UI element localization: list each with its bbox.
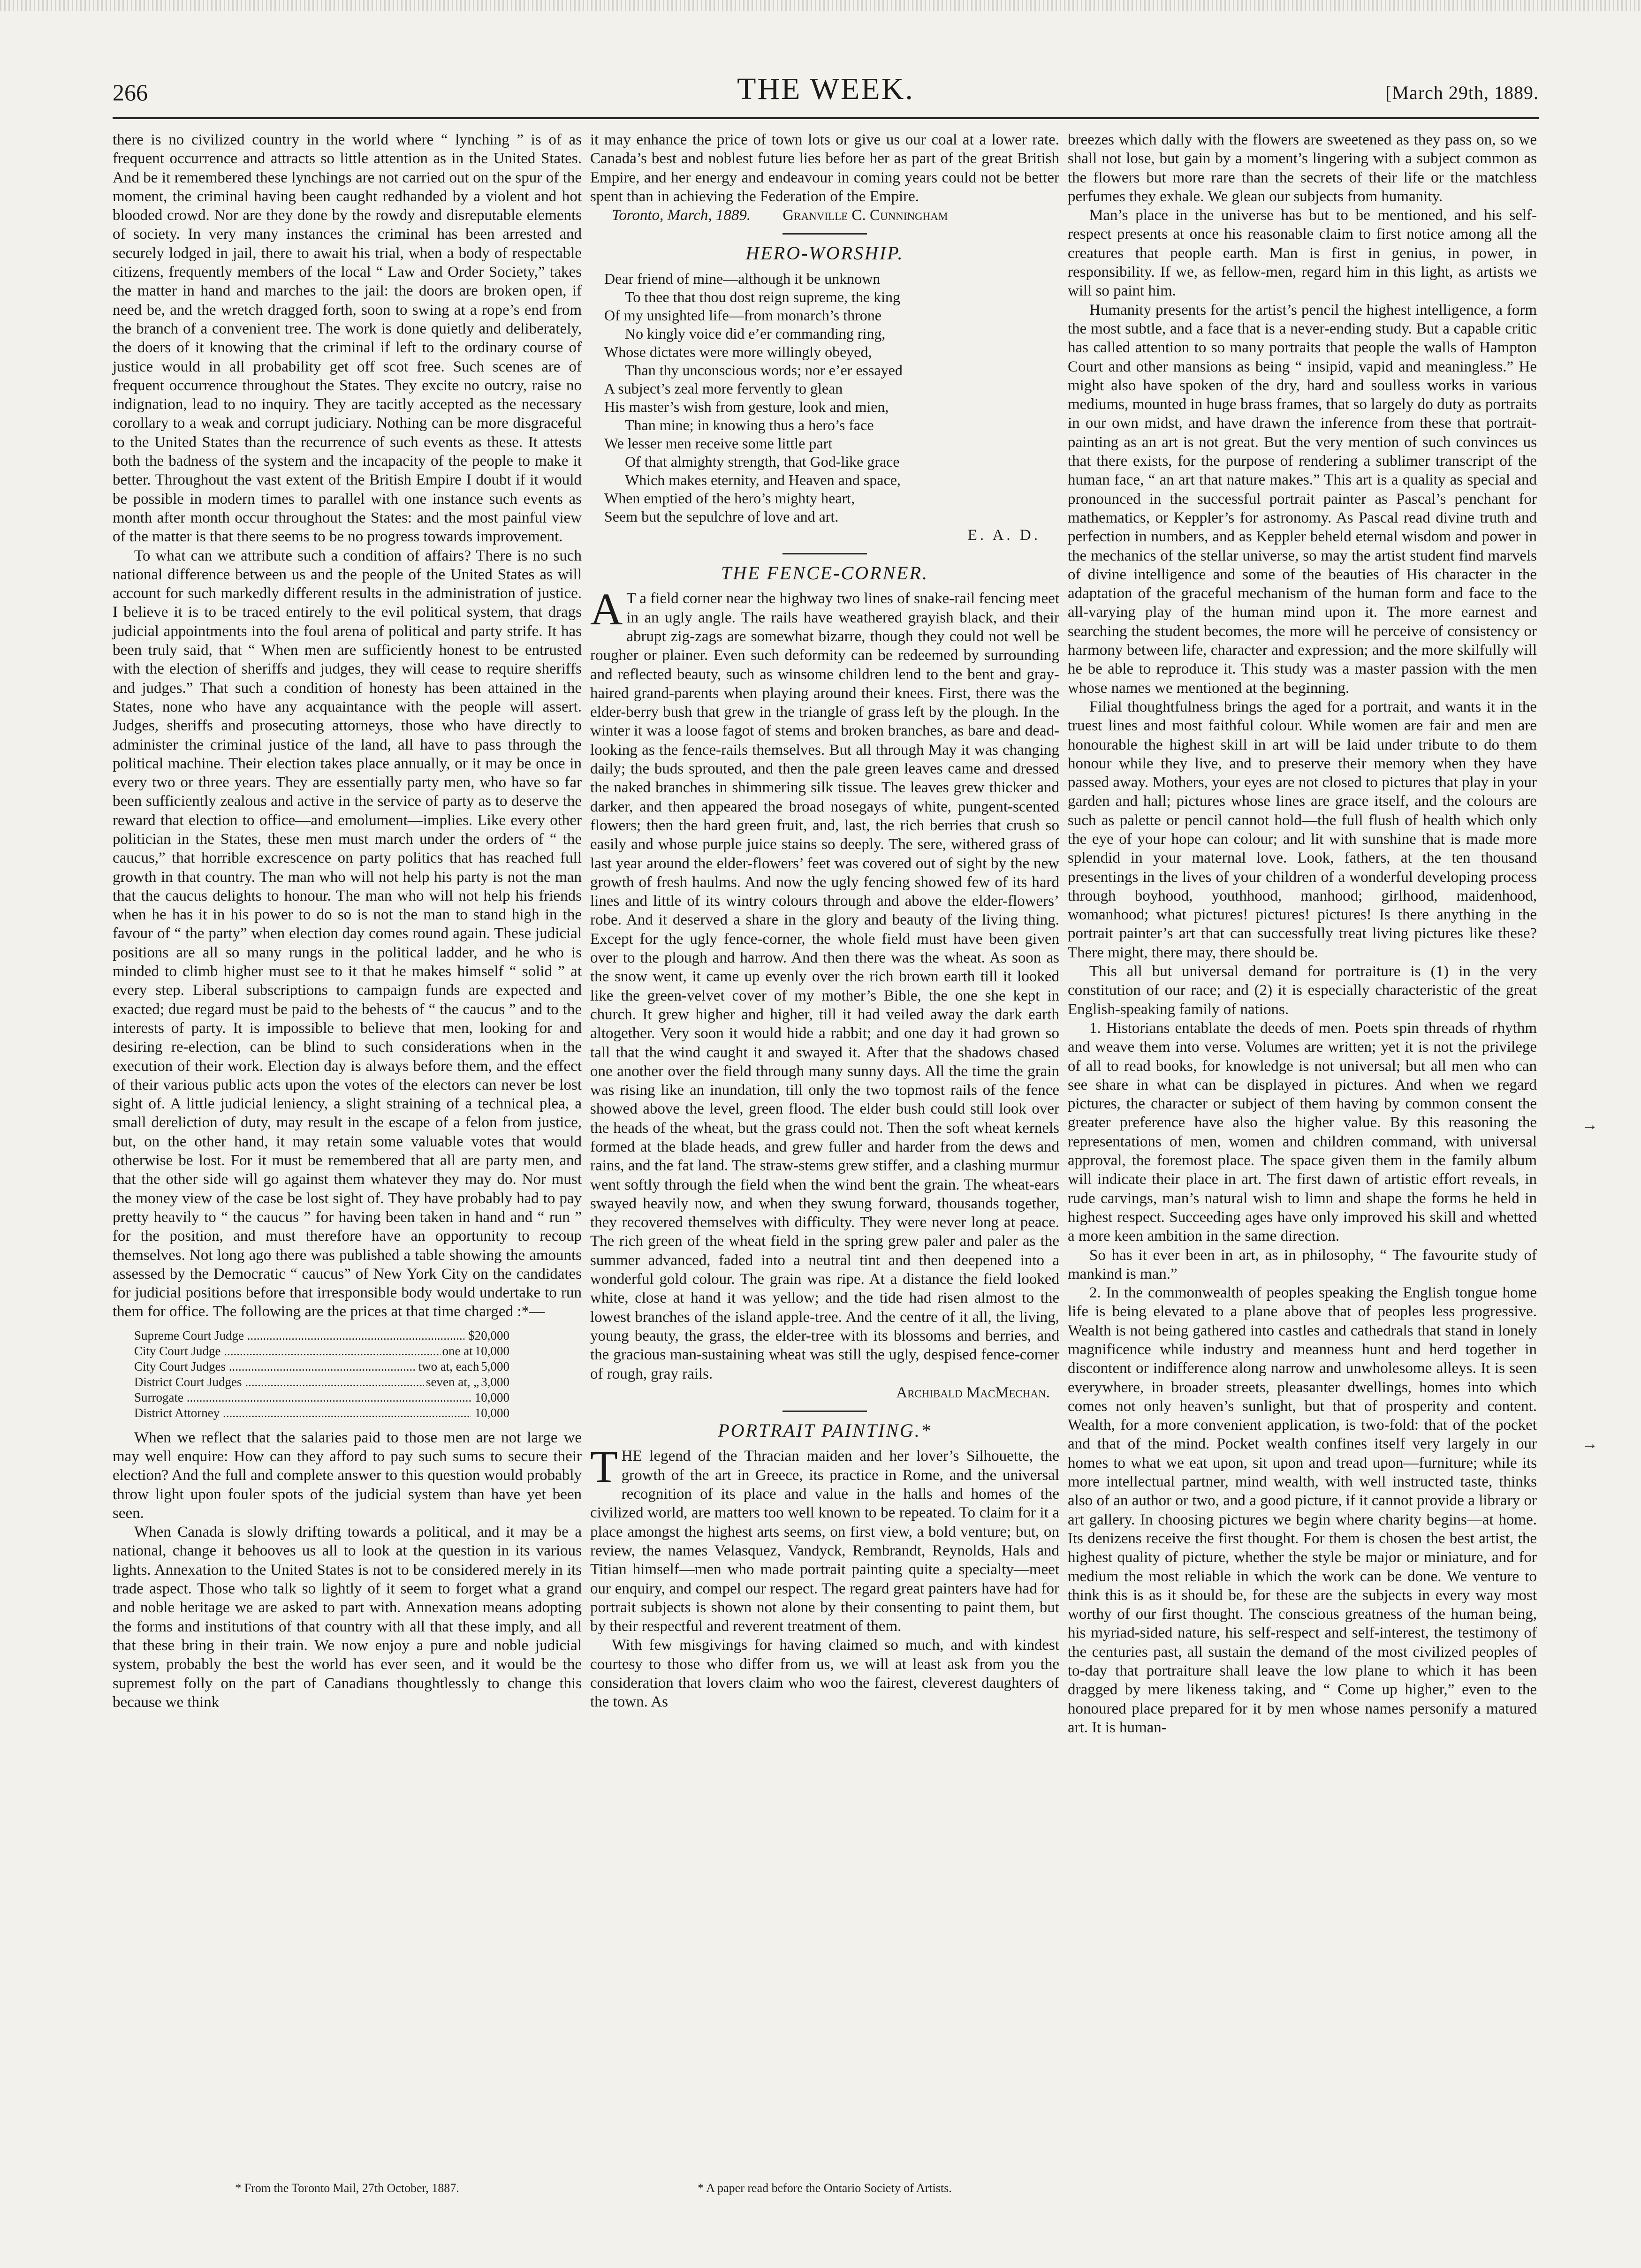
office-label: District Court Judges ..... [134, 1374, 424, 1390]
signature-place: Toronto, March, 1889. [612, 207, 751, 224]
scan-edge [0, 0, 1641, 11]
office-label: District Attorney ..... [134, 1405, 471, 1421]
price-table [134, 1328, 509, 1421]
paragraph: When we reflect that the salaries paid to those men are not large we may well enquire: How can they afford to pay such sums to secure their election? And the full and complete answer to this question would probably throw light upon fouler spots of the judicial system than have yet been seen. [113, 1429, 582, 1522]
office-label: Surrogate ..... [134, 1390, 471, 1405]
issue-date: [March 29th, 1889. [1385, 82, 1539, 103]
column-1 [113, 130, 582, 2176]
price-value: 3,000 [481, 1374, 509, 1389]
margin-mark: → [1582, 1116, 1598, 1134]
price-value: $20,000 [468, 1328, 509, 1343]
price-row [134, 1343, 509, 1359]
paragraph: This all but universal demand for portraiture is (1) in the very constitution of our race; and (2) it is especially characteristic of the great English-speaking family of nations. [1068, 963, 1537, 1018]
poem-signature: E. A. D. [967, 526, 1041, 544]
paragraph: there is no civilized country in the world where “ lynching ” is of as frequent occurrence and attracts so little attention as in the United States. And be it remembered these lynchings are not carried out on the spur of the moment, the criminal having been caught redhanded by a violent and hot blooded crowd. Nor are they done by the rowdy and disreputable elements of society. In very many instances the criminal has been arrested and securely lodged in jail, there to await his trial, when a body of respectable citizens, frequently members of the local “ Law and Order Society,” takes the matter in hand and marches to the jail: the doors are broken open, if need be, and the wretch dragged forth, soon to swing at a rope’s end from the branch of a convenient tree. The work is done quietly and deliberately, the doers of it knowing that the criminal if left to the ordinary course of justice would in all probability get off scot free. Such scenes are of frequent occurrence throughout the States. They excite no outcry, raise no indignation, lead to no inquiry. They are tacitly accepted as the necessary corollary to a weak and corrupt judiciary. Nothing can be more disgraceful to the United States than the recurrence of such events as these. It attests both the badness of the system and the incapacity of the people to make it better. Throughout the vast extent of the British Empire I doubt if it would be possible in modern times to parallel with one instance such events as month after month occur throughout the States: and the most painful view of the matter is that there seems to be no progress towards improvement. [113, 131, 582, 546]
article-title: PORTRAIT PAINTING.* [718, 1420, 932, 1441]
paragraph [590, 1441, 1059, 1636]
poem-line: Than thy unconscious words; nor e’er essayed [625, 361, 903, 379]
section-divider [783, 1411, 867, 1412]
article-signature: Archibald MacMechan. [896, 1384, 1050, 1401]
price-row [134, 1359, 509, 1374]
poem-line: Whose dictates were more willingly obeyed, [604, 343, 872, 360]
poem-line: No kingly voice did e’er commanding ring, [625, 325, 886, 342]
price-note: one at [442, 1343, 473, 1358]
paragraph: Filial thoughtfulness brings the aged for a portrait, and wants it in the truest lines and most faithful colour. While women are fair and men are honourable the highest skill in art will be laid under tribute to do them honour while they live, and to preserve their memory when they have passed away. Mothers, your eyes are not closed to pictures that play in your garden and hall; pictures whose lines are grace itself, and the colours are such as palette or pencil cannot hold—the full flush of health which only the eye of your hope can colour; and lit with sunshine that is made more splendid in your maternal love. Look, fathers, at the ten thousand presentings in the lives of your children of a wonderful developing process through boyhood, youthhood, manhood; girlhood, maidenhood, womanhood; what pictures! pictures! pictures! Is there anything in the portrait painter’s art that can successfully treat living pictures like these? There might, there may, there should be. [1068, 698, 1537, 961]
drop-cap: T [590, 1441, 618, 1492]
poem-line: When emptied of the hero’s mighty heart, [604, 489, 855, 507]
paragraph: So has it ever been in art, as in philosophy, “ The favourite study of mankind is man.” [1068, 1246, 1537, 1282]
poem-line: We lesser men receive some little part [604, 434, 833, 452]
office-label: City Court Judges ..... [134, 1359, 417, 1374]
article-title: THE FENCE-CORNER. [721, 562, 929, 584]
price-value: 10,000 [474, 1343, 509, 1358]
header-rule [113, 117, 1539, 119]
paragraph: 1. Historians entablate the deeds of men. Poets spin threads of rhythm and weave them into verse. Volumes are written; yet it is not the privilege of all to read books, for knowledge is not universal; but all men who can see share in what can be displayed in pictures. And when we regard pictures, the character or subject of them having by common consent the greater preference have also the higher value. By this reasoning the representations of men, women and children command, with universal approval, the foremost place. The space given them in the family album will indicate their place in art. The first dawn of artistic effort reveals, in rude carvings, man’s natural wish to limn and shape the forms he held in highest respect. Succeeding ages have only improved his skill and whetted a more keen ambition in the same direction. [1068, 1019, 1537, 1245]
price-note: seven at, „ [426, 1374, 479, 1389]
paragraph: Man’s place in the universe has but to be mentioned, and his self-respect presents at once his reasonable claim to first notice among all the creatures that people earth. Man is first in genius, in power, in responsibility. If we, as fellow-men, regard him in this light, as artists we will so paint him. [1068, 207, 1537, 300]
price-row [134, 1405, 509, 1421]
column-3 [1068, 130, 1537, 2251]
paragraph: it may enhance the price of town lots or give us our coal at a lower rate. Canada’s best and noblest future lies before her as part of the great British Empire, and her energy and endeavour in coming years could not be better spent than in achieving the Federation of the Empire. [590, 131, 1059, 205]
section-divider [783, 233, 867, 235]
page-header [113, 70, 1539, 117]
section-divider [783, 553, 867, 554]
paragraph-text: T a field corner near the highway two lines of snake-rail fencing meet in an ugly angle. The rails have weathered grayish black, and their abrupt zig-zags are somewhat bizarre, though they could not well be rougher or plainer. Even such deformity can be redeemed by surrounding and reflected beauty, such as winsome children lend to the bent and gray-haired grand-parents when playing around their knees. First, there was the elder-berry bush that grew in the triangle of grass left by the plough. In the winter it was a loose fagot of stems and broken branches, as bare and dead-looking as the fence-rails themselves. But all through May it was changing daily; the buds sprouted, and then the pale green leaves came and dressed the naked branches in shimmering silk tissue. The leaves grew thicker and darker, and then appeared the broad nosegays of white, pungent-scented flowers; then the hard green fruit, and, last, the rich berries that crush so easily and whose purple juice stains so deeply. The sere, withered grass of last year around the elder-flowers’ feet was covered out of sight by the new growth of fresh haulms. And now the ugly fencing showed few of its hard lines and little of its wintry colours through and above the elder-flowers’ robe. And it deserved a share in the glory and beauty of the living thing. Except for the ugly fence-corner, the whole field must have been given over to the plough and harrow. And then there was the wheat. As soon as the snow went, it came up evenly over the rich brown earth till it looked like the green-velvet cover of my mother’s Bible, the one she kept in church. It grew higher and higher, till it had veiled away the dark earth altogether. Very soon it would hide a rabbit; and one day it had grown so tall that the wind caught it and swayed it. After that the shadows chased one another over the field through many sunny days. All the time the grain was rising like an inundation, till only the two topmost rails of the fence showed above the level, green flood. The elder bush could still look over the heads of the wheat, but the grass could not. Then the soft wheat kernels formed at the blade heads, and grew fuller and harder from the dews and rains, and the fat land. The straw-stems grew stiffer, and a clashing murmur went softly through the field when the wind bent the grain. The wheat-ears swayed heavily now, and when they swung forward, thousands together, they recovered themselves with difficulty. They were never long at peace. The rich green of the wheat field in the spring grew paler and paler as the summer advanced, faded into a neutral tint and then deepened into a wonderful gold colour. The grain was ripe. At a distance the field looked white, close at hand it was yellow; and the tide had risen almost to the lowest branches of the island apple-tree. And the centre of it all, the living, young beauty, the grass, the elder-tree with its blossoms and berries, and the gracious man-sustaining wheat was still the ugly, despised fence-corner of rough, gray rails. [590, 590, 1059, 1382]
paragraph: When Canada is slowly drifting towards a political, and it may be a national, change it behooves us all to look at the question in its various lights. Annexation to the United States is not to be considered merely in its trade aspect. Those who talk so lightly of it seem to forget what a grand and noble heritage we are asked to part with. Annexation means adopting the forms and institutions of that country with all that these imply, and all that these bring in their train. We now enjoy a pure and noble judicial system, probably the best the world has ever seen, and it would be the supremest folly on the part of Canadians thoughtlessly to change this because we think [113, 1524, 582, 1711]
page-number: 266 [113, 79, 148, 106]
margin-mark: → [1582, 1435, 1598, 1453]
drop-cap: A [590, 584, 623, 635]
poem-line: Dear friend of mine—although it be unknown [604, 270, 881, 287]
paragraph [590, 584, 1059, 1383]
price-value: 10,000 [474, 1390, 509, 1404]
price-row [134, 1328, 509, 1343]
price-value: 10,000 [474, 1405, 509, 1420]
paragraph: 2. In the commonwealth of peoples speaking the English tongue home life is being elevated to a plane above that of peoples less progressive. Wealth is not being gathered into castles and cathedrals that stand in lonely magnificence while industry and meanness hunt and herd together in discontent or indifference along narrow and unwholesome alleys. It is seen everywhere, in broader streets, pleasanter dwellings, homes into which comes not only heaven’s sunlight, but that of prosperity and content. Wealth, for a more convenient application, is two-fold: that of the pocket and that of the mind. Pocket wealth confines itself very largely in our homes to what we eat upon, sit upon and tread upon—furniture; while its more intellectual partner, mind wealth, with well instructed taste, thinks also of an author or two, and a good picture, if it cannot provide a library or art gallery. In choosing pictures we begin where charity begins—at home. Its denizens receive the first thought. For them is chosen the best artist, the highest quality of picture, whether the style be major or miniature, and for medium the most reliable in which the work can be done. We venture to think this is as it should be, for these are the subjects in every way most worthy of our first thought. The conscious greatness of the human being, his myriad-sided nature, his self-respect and self-interest, the testimony of the centuries past, all sustain the demand of the most civilized peoples of to-day that portraiture shall leave the low plane to which it has been dragged by mere likeness taking, and “ Come up higher,” even to the honoured place prepared for it by men whose names personify a matured art. It is human- [1068, 1284, 1537, 1736]
office-label: Supreme Court Judge ..... [134, 1328, 464, 1343]
poem-line: To thee that thou dost reign supreme, the king [625, 288, 900, 305]
paragraph: breezes which dally with the flowers are sweetened as they pass on, so we shall not lose, but gain by a moment’s lingering with a subject common as the flowers but more rare than the secrets of their life or the matchless perfumes they exhale. We glean our subjects from humanity. [1068, 131, 1537, 205]
poem-line: Of my unsighted life—from monarch’s throne [604, 306, 881, 324]
paragraph: To what can we attribute such a condition of affairs? There is no such national difference between us and the people of the United States as will account for such markedly different results in the administration of justice. I believe it is to be traced entirely to the evil political system, that drags judicial appointments into the foul arena of political and party strife. It has been truly said, that “ When men are sufficiently honest to be entrusted with the election of sheriffs and judges, they will cease to require sheriffs and judges.” That such a condition of honesty has been attained in the States, none who have any acquaintance with the people will assert. Judges, sheriffs and prosecuting attorneys, those who have directly to administer the criminal justice of the land, all have to pass through the political machine. Their election takes place annually, or it may be once in every two or three years. They are essentially party men, who have so far been sufficiently zealous and active in the service of party as to deserve the reward that election to office—and emolument—implies. Like every other politician in the States, these men must march under the orders of “ the caucus,” that horrible excrescence on party politics that has reached full growth in that country. The man who will not help his party is not the man that the caucus delights to honour. The man who will not help his friends when he has it in his power to do so is not the man to stand high in the favour of “ the party” when election day comes round again. These judicial positions are all so many rungs in the political ladder, and he who is minded to climb higher must see to it that he makes himself “ solid ” at every step. Liberal subscriptions to campaign funds are expected and exacted; due regard must be paid to the behests of “ the caucus ” and to the interests of party. It is impossible to believe that men, looking for and desiring re-election, can be blind to such considerations when in the execution of their work. Election day is always before them, and the effect of their various public acts upon the votes of the electors can never be lost sight of. A little judicial leniency, a slight straining of a technical plea, a small dereliction of duty, may result in the escape of a felon from justice, but, on the other hand, it may retain some valuable votes that would otherwise be lost. For it must be remembered that all are party men, and that the other side will go against them whatever they may do. Nor must the money view of the case be lost sight of. They have probably had to pay pretty heavily to “ the caucus ” for having been taken in hand and “ run ” for the position, and must therefore have an opportunity to recoup themselves. Not long ago there was published a table showing the amounts assessed by the Democratic “ caucus” of New York City on the candidates for judicial positions before that irresponsible body would undertake to run them for office. The following are the prices at that time charged :*— [113, 547, 582, 1320]
footnote: * A paper read before the Ontario Society of Artists. [698, 2181, 952, 2195]
price-row [134, 1390, 509, 1405]
poem-line: Than mine; in knowing thus a hero’s face [625, 416, 874, 433]
poem-title: HERO-WORSHIP. [745, 243, 904, 264]
poem [604, 270, 1059, 526]
poem-line: Of that almighty strength, that God-like grace [625, 453, 900, 470]
footnote: * From the Toronto Mail, 27th October, 1887. [235, 2181, 459, 2195]
poem-line: A subject’s zeal more fervently to glean [604, 379, 843, 397]
paragraph: With few misgivings for having claimed so much, and with kindest courtesy to those who differ from us, we will at least ask from you the consideration that lovers claim who woo the fairest, cleverest daughters of the town. As [590, 1637, 1059, 1711]
signature-name: Granville C. Cunningham [783, 207, 948, 224]
paragraph: Humanity presents for the artist’s pencil the highest intelligence, a form the most subtle, and a face that is a never-ending study. But a capable critic has called attention to so many portraits that people the walls of Hampton Court and other mansions as being “ insipid, vapid and meaningless.” He might also have spoken of the dry, hard and soulless works in various mediums, mounted in huge brass frames, that so largely do duty as portraits in our own midst, and have drawn the inference from these that portrait-painting as an art is not great. But the very mention of such convinces us that there exists, for the purpose of rendering a sublimer transcript of the human face, “ an art that nature makes.” This art is a quality as special and pronounced in the successful portrait painter as Pascal’s penchant for mathematics, or Keppler’s for astronomy. As Pascal read divine truth and perfection in numbers, and as Keppler beheld eternal wisdom and power in the mechanics of the stellar universe, so may the artist student find marvels of divine intelligence and some of the beauties of His character in the adaptation of the graceful mechanism of the human form and face to the all-varying play of the human mind upon it. The more earnest and searching the student becomes, the more will he perceive of consistency or harmony between life, character and expression; and the more skilfully will he be able to reproduce it. This study was a master passion with the men whose names we mentioned at the beginning. [1068, 301, 1537, 697]
price-value: 5,000 [481, 1359, 509, 1373]
article-signature [612, 206, 1059, 225]
price-row [134, 1374, 509, 1390]
poem-line: Which makes eternity, and Heaven and space, [625, 471, 901, 488]
price-note: two at, each [418, 1359, 479, 1373]
poem-line: Seem but the sepulchre of love and art. [604, 508, 839, 525]
paragraph-text: HE legend of the Thracian maiden and her lover’s Silhouette, the growth of the art in Greece, its practice in Rome, and the universal recognition of its place and value in the halls and homes of the civilized world, are matters too well known to be repeated. To claim for it a place amongst the highest arts seems, on first view, a bold venture; but, on review, the names Velasquez, Vandyck, Rembrandt, Reynolds, Hals and Titian himself—men who made portrait painting quite a specialty—meet our enquiry, and compel our respect. The regard great painters have had for portrait subjects is shown not alone by their consenting to paint them, but by their respectful and reverent treatment of them. [590, 1448, 1059, 1635]
poem-line: His master’s wish from gesture, look and mien, [604, 398, 889, 415]
masthead: THE WEEK. [737, 72, 914, 106]
office-label: City Court Judge ..... [134, 1343, 441, 1359]
column-2 [590, 130, 1059, 2176]
